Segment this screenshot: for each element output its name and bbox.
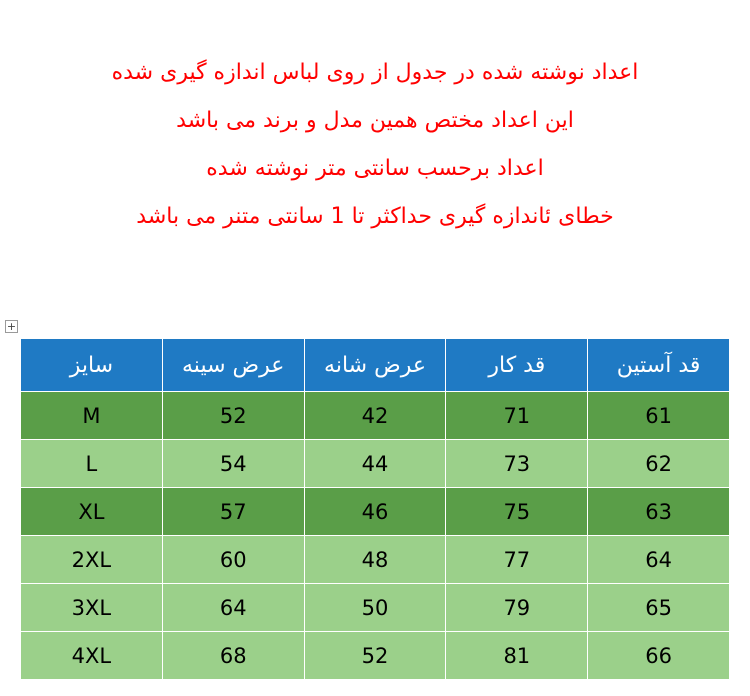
column-header-body-length: قد کار	[446, 339, 588, 392]
cell-body-length: 71	[446, 392, 588, 440]
note-line-4: خطای ئاندازه گیری حداکثر تا 1 سانتی متنر می باشد	[136, 204, 614, 229]
cell-size: XL	[21, 488, 163, 536]
cell-body-length: 73	[446, 440, 588, 488]
cell-body-length: 79	[446, 584, 588, 632]
cell-sleeve-length: 61	[588, 392, 730, 440]
cell-shoulder-width: 46	[304, 488, 446, 536]
cell-sleeve-length: 66	[588, 632, 730, 680]
cell-sleeve-length: 64	[588, 536, 730, 584]
notes-block	[0, 0, 750, 228]
cell-body-length: 75	[446, 488, 588, 536]
note-line-2: این اعداد مختص همین مدل و برند می باشد	[176, 108, 574, 133]
cell-chest-width: 57	[162, 488, 304, 536]
cell-sleeve-length: 63	[588, 488, 730, 536]
cell-body-length: 81	[446, 632, 588, 680]
cell-shoulder-width: 44	[304, 440, 446, 488]
note-line-3: اعداد برحسب سانتی متر نوشته شده	[206, 156, 544, 181]
cell-size: M	[21, 392, 163, 440]
cell-chest-width: 52	[162, 392, 304, 440]
cell-shoulder-width: 52	[304, 632, 446, 680]
size-table-container	[6, 320, 730, 680]
cell-sleeve-length: 65	[588, 584, 730, 632]
column-header-shoulder-width: عرض شانه	[304, 339, 446, 392]
table-row	[21, 584, 730, 632]
table-row	[21, 392, 730, 440]
table-row	[21, 536, 730, 584]
cell-sleeve-length: 62	[588, 440, 730, 488]
table-header-row	[21, 339, 730, 392]
cell-chest-width: 64	[162, 584, 304, 632]
cell-size: L	[21, 440, 163, 488]
cell-shoulder-width: 48	[304, 536, 446, 584]
column-header-chest-width: عرض سینه	[162, 339, 304, 392]
cell-chest-width: 60	[162, 536, 304, 584]
column-header-sleeve-length: قد آستین	[588, 339, 730, 392]
table-header	[21, 339, 730, 392]
table-body	[21, 392, 730, 680]
cell-shoulder-width: 50	[304, 584, 446, 632]
cell-body-length: 77	[446, 536, 588, 584]
table-row	[21, 488, 730, 536]
cell-shoulder-width: 42	[304, 392, 446, 440]
size-table	[20, 338, 730, 680]
table-row	[21, 632, 730, 680]
column-header-size: سایز	[21, 339, 163, 392]
table-row	[21, 440, 730, 488]
cell-size: 4XL	[21, 632, 163, 680]
cell-size: 3XL	[21, 584, 163, 632]
cell-chest-width: 68	[162, 632, 304, 680]
table-move-handle[interactable]: +	[6, 320, 17, 333]
cell-size: 2XL	[21, 536, 163, 584]
note-line-1: اعداد نوشته شده در جدول از روی لباس اندازه گیری شده	[111, 60, 639, 85]
cell-chest-width: 54	[162, 440, 304, 488]
